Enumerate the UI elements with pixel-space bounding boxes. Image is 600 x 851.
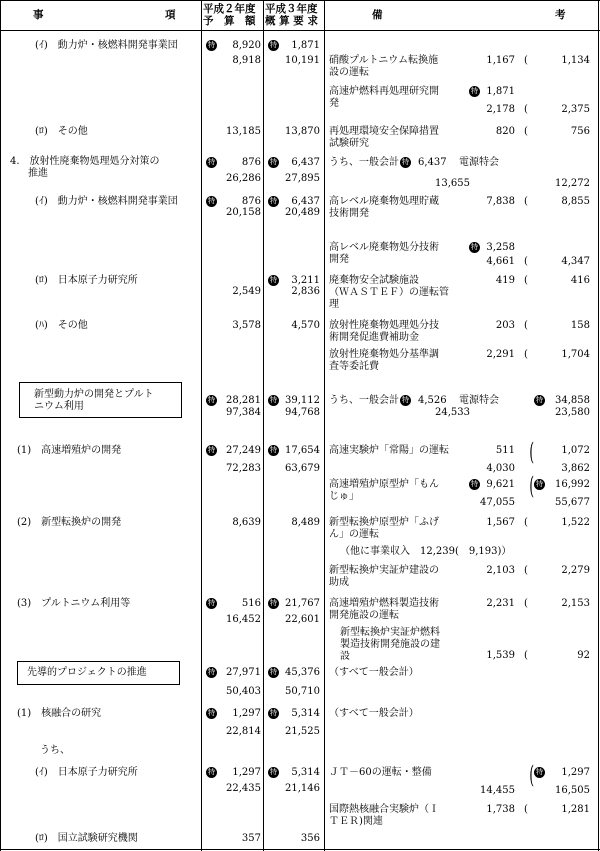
budget-value: 8,920	[232, 40, 261, 51]
paren-open: (	[524, 126, 528, 137]
remark-value: 9,621	[486, 479, 515, 490]
request-value: 5,314	[291, 767, 320, 778]
request-value: 8,489	[291, 517, 320, 528]
remark-value: 14,455	[480, 785, 515, 796]
row-label: (ﾛ) 国立試験研究機関	[35, 833, 138, 844]
remark-text: 新型転換炉実証炉建設の	[329, 565, 439, 576]
remark-value: 2,291	[486, 349, 515, 360]
special-account-stamp: 特	[208, 396, 215, 404]
request-value: 21,525	[285, 726, 320, 737]
remark-text: 電源特会	[459, 395, 499, 406]
special-account-stamp: 特	[208, 197, 215, 205]
header-budget-label: 予 算 額	[203, 15, 256, 27]
remark-text: 製造技術開発施設の建	[340, 639, 440, 650]
column-divider-1	[201, 0, 202, 851]
remark-value: 1,167	[486, 55, 515, 66]
row-label: うち、	[40, 745, 70, 756]
remark-value: 6,437	[418, 157, 447, 168]
row-label: (ﾛ) その他	[35, 126, 88, 137]
remark-text: うち、一般会計	[329, 395, 399, 406]
budget-value: 2,549	[232, 286, 261, 297]
remark-value: 2,231	[486, 598, 515, 609]
request-value: 5,314	[291, 708, 320, 719]
special-account-stamp: 特	[270, 768, 277, 776]
remark-value: 203	[495, 320, 515, 331]
remark-prev-value: 416	[570, 275, 590, 286]
special-account-stamp: 特	[208, 709, 215, 717]
special-account-stamp: 特	[208, 41, 215, 49]
column-divider-2	[263, 0, 264, 851]
remark-value: 3,258	[486, 242, 515, 253]
row-label: (ｲ) 動力炉・核燃料開発事業団	[35, 196, 178, 207]
remark-text: 設の運転	[329, 67, 369, 78]
remark-text: 硝酸プルトニウム転換施	[329, 55, 439, 66]
request-value: 3,211	[291, 275, 320, 286]
budget-value: 357	[241, 833, 261, 844]
paren-open: (	[524, 275, 528, 286]
request-value: 6,437	[291, 157, 320, 168]
remark-prev-value: 8,855	[561, 196, 590, 207]
budget-value: 876	[241, 157, 261, 168]
remark-prev-value: 4,347	[561, 256, 590, 267]
section-title: ニウム利用	[34, 401, 84, 412]
remark-prev-value: 3,862	[561, 463, 590, 474]
remark-value: 47,055	[480, 497, 515, 508]
paren-open: (	[524, 598, 528, 609]
remark-value: 4,661	[486, 256, 515, 267]
budget-value: 50,403	[226, 686, 261, 697]
paren-open: (	[524, 55, 528, 66]
remark-text: 高速増殖炉燃料製造技術	[329, 598, 439, 609]
header-request-label: 概 算 要 求	[265, 15, 318, 27]
header-item-left: 事	[33, 9, 44, 21]
special-account-stamp: 特	[471, 243, 478, 251]
bracket-open: (	[529, 761, 535, 789]
row-label: (1) 高速増殖炉の開発	[17, 445, 122, 456]
request-value: 17,654	[285, 445, 320, 456]
special-account-stamp: 特	[471, 87, 478, 95]
remark-value: 23,580	[555, 407, 590, 418]
request-value: 21,767	[285, 598, 320, 609]
paren-open: (	[524, 804, 528, 815]
row-label: (1) 核融合の研究	[17, 708, 102, 719]
remark-value: 13,655	[435, 178, 470, 189]
row-label: (ｲ) 日本原子力研究所	[35, 767, 138, 778]
special-account-stamp: 特	[208, 446, 215, 454]
row-label: (ﾛ) 日本原子力研究所	[35, 275, 138, 286]
paren-open: (	[524, 650, 528, 661]
remark-text: 開発施設の運転	[329, 610, 399, 621]
special-account-stamp: 特	[270, 668, 277, 676]
request-value: 45,376	[285, 667, 320, 678]
budget-value: 22,435	[226, 783, 261, 794]
special-account-stamp: 特	[270, 446, 277, 454]
paren-open: (	[524, 196, 528, 207]
remark-text: 高レベル廃棄物処分技術	[329, 242, 439, 253]
special-account-stamp: 特	[536, 768, 543, 776]
request-value: 39,112	[285, 395, 320, 406]
remark-text: 放射性廃棄物処理処分技	[329, 320, 439, 331]
remark-text: （すべて一般会計）	[329, 667, 419, 678]
remark-prev-value: 1,281	[561, 804, 590, 815]
request-value: 22,601	[285, 614, 320, 625]
remark-prev-value: 2,279	[561, 565, 590, 576]
column-divider-3	[324, 0, 325, 851]
budget-value: 27,971	[226, 667, 261, 678]
remark-text: 国際熱核融合実験炉（Ｉ	[329, 804, 439, 815]
special-account-stamp: 特	[471, 480, 478, 488]
remark-prev-value: 2,375	[561, 104, 590, 115]
header-request-year3: 平成３年度	[265, 3, 318, 15]
header-item-right: 項	[165, 9, 176, 21]
request-value: 27,895	[285, 173, 320, 184]
remark-value: 511	[495, 445, 515, 456]
budget-value: 26,286	[226, 173, 261, 184]
row-label: 推進	[28, 168, 48, 179]
remark-text: ＴＥＲ)関連	[329, 816, 383, 827]
special-account-stamp: 特	[270, 709, 277, 717]
remark-text: 高レベル廃棄物処理貯蔵	[329, 196, 439, 207]
remark-text: 助成	[329, 577, 349, 588]
special-account-stamp: 特	[270, 599, 277, 607]
budget-value: 516	[241, 598, 261, 609]
header-divider	[0, 30, 600, 31]
request-value: 63,679	[285, 463, 320, 474]
remark-text: 査等委託費	[329, 361, 379, 372]
table-border-left	[0, 0, 1, 851]
remark-prev-value: 16,505	[555, 785, 590, 796]
budget-value: 1,297	[232, 767, 261, 778]
remark-prev-value: 1,072	[561, 445, 590, 456]
remark-text: 新型転換炉原型炉「ふげ	[329, 517, 439, 528]
remark-text: （ＷＡＳＴＥＦ）の運転管	[329, 287, 449, 298]
row-label: (2) 新型転換炉の開発	[17, 517, 122, 528]
special-account-stamp: 特	[270, 158, 277, 166]
remark-value: 2,178	[486, 104, 515, 115]
remark-text: 高速実験炉「常陽」の運転	[329, 445, 449, 456]
request-value: 20,489	[285, 207, 320, 218]
remark-text: 理	[329, 299, 339, 310]
remark-value: 1,539	[486, 650, 515, 661]
budget-value: 8,918	[232, 55, 261, 66]
budget-value: 28,281	[226, 395, 261, 406]
header-budget-year2: 平成２年度	[203, 3, 256, 15]
remark-text: 高速増殖炉原型炉「もん	[329, 479, 439, 490]
table-border-right	[598, 0, 599, 851]
remark-text: じゅ」	[329, 491, 359, 502]
request-value: 356	[300, 833, 320, 844]
special-account-stamp: 特	[270, 396, 277, 404]
remark-prev-value: 92	[577, 650, 590, 661]
budget-value: 22,814	[226, 726, 261, 737]
special-account-stamp: 特	[402, 396, 409, 404]
paren-open: (	[524, 104, 528, 115]
request-value: 50,710	[285, 686, 320, 697]
budget-value: 13,185	[226, 126, 261, 137]
remark-prev-value: 16,992	[555, 479, 590, 490]
remark-value: 4,526	[418, 395, 447, 406]
row-label: (ﾊ) その他	[35, 320, 88, 331]
remark-text: 新型転換炉実証炉燃料	[340, 627, 440, 638]
table-border-bottom	[0, 849, 600, 850]
remark-text: （他に事業収入 12,239( 9,193)）	[340, 546, 512, 557]
special-account-stamp: 特	[270, 41, 277, 49]
remark-text: 高速炉燃料再処理研究開	[329, 86, 439, 97]
budget-value: 27,249	[226, 445, 261, 456]
remark-value: 7,838	[486, 196, 515, 207]
remark-text: うち、一般会計	[329, 157, 399, 168]
remark-text: 試験研究	[329, 138, 369, 149]
budget-value: 1,297	[232, 708, 261, 719]
section-title: 先導的プロジェクトの推進	[27, 667, 147, 678]
section-box	[19, 382, 182, 418]
remark-value: 1,738	[486, 804, 515, 815]
remark-value: 4,030	[486, 463, 515, 474]
section-title: 新型動力炉の開発とプルト	[34, 389, 154, 400]
bracket-open: (	[529, 472, 535, 500]
budget-value: 876	[241, 196, 261, 207]
table-border-top	[0, 0, 600, 1]
remark-prev-value: 1,297	[561, 767, 590, 778]
remark-prev-value: 756	[570, 126, 590, 137]
row-label: 4. 放射性廃棄物処理処分対策の	[10, 156, 160, 167]
remark-text: （すべて一般会計）	[329, 708, 419, 719]
remark-value: 2,103	[486, 565, 515, 576]
row-label: (ｲ) 動力炉・核燃料開発事業団	[35, 40, 178, 51]
remark-value: 24,533	[435, 407, 470, 418]
remark-text: 電源特会	[459, 157, 499, 168]
paren-open: (	[524, 320, 528, 331]
remark-prev-value: 55,677	[555, 497, 590, 508]
remark-prev-value: 1,704	[561, 349, 590, 360]
header-remarks-right: 考	[555, 9, 566, 21]
request-value: 21,146	[285, 783, 320, 794]
remark-text: 廃棄物安全試験施設	[329, 275, 419, 286]
budget-value: 3,578	[232, 320, 261, 331]
request-value: 2,836	[291, 286, 320, 297]
special-account-stamp: 特	[536, 480, 543, 488]
remark-text: ＪＴ－60の運転・整備	[329, 767, 432, 778]
remark-text: 再処理環境安全保障措置	[329, 126, 439, 137]
request-value: 13,870	[285, 126, 320, 137]
remark-text: 放射性廃棄物処分基準調	[329, 349, 439, 360]
budget-value: 8,639	[232, 517, 261, 528]
remark-value: 1,871	[486, 86, 515, 97]
budget-value: 20,158	[226, 207, 261, 218]
remark-text: 発	[329, 98, 339, 109]
remark-text: 開発	[329, 254, 349, 265]
remark-prev-value: 158	[570, 320, 590, 331]
header-remarks-left: 備	[372, 9, 383, 21]
budget-value: 97,384	[226, 407, 261, 418]
request-value: 4,570	[291, 320, 320, 331]
remark-prev-value: 1,134	[561, 55, 590, 66]
remark-value: 1,567	[486, 517, 515, 528]
special-account-stamp: 特	[402, 158, 409, 166]
remark-text: ん」の運転	[329, 529, 379, 540]
paren-open: (	[524, 565, 528, 576]
special-account-stamp: 特	[270, 276, 277, 284]
remark-prev-value: 1,522	[561, 517, 590, 528]
request-value: 6,437	[291, 196, 320, 207]
remark-text: 設	[340, 651, 350, 662]
request-value: 94,768	[285, 407, 320, 418]
row-label: (3) プルトニウム利用等	[17, 598, 131, 609]
remark-value: 12,272	[555, 178, 590, 189]
budget-value: 16,452	[226, 614, 261, 625]
remark-value: 820	[495, 126, 515, 137]
request-value: 1,871	[291, 40, 320, 51]
budget-value: 72,283	[226, 463, 261, 474]
remark-value: 419	[495, 275, 515, 286]
paren-open: (	[524, 517, 528, 528]
paren-open: (	[524, 256, 528, 267]
remark-text: 術開発促進費補助金	[329, 332, 419, 343]
special-account-stamp: 特	[536, 396, 543, 404]
special-account-stamp: 特	[208, 158, 215, 166]
special-account-stamp: 特	[270, 197, 277, 205]
special-account-stamp: 特	[208, 768, 215, 776]
remark-text: 技術開発	[329, 208, 369, 219]
remark-prev-value: 2,153	[561, 598, 590, 609]
bracket-open: (	[529, 438, 535, 466]
special-account-stamp: 特	[208, 668, 215, 676]
request-value: 10,191	[285, 55, 320, 66]
special-account-stamp: 特	[208, 599, 215, 607]
remark-value: 34,858	[555, 395, 590, 406]
paren-open: (	[524, 349, 528, 360]
